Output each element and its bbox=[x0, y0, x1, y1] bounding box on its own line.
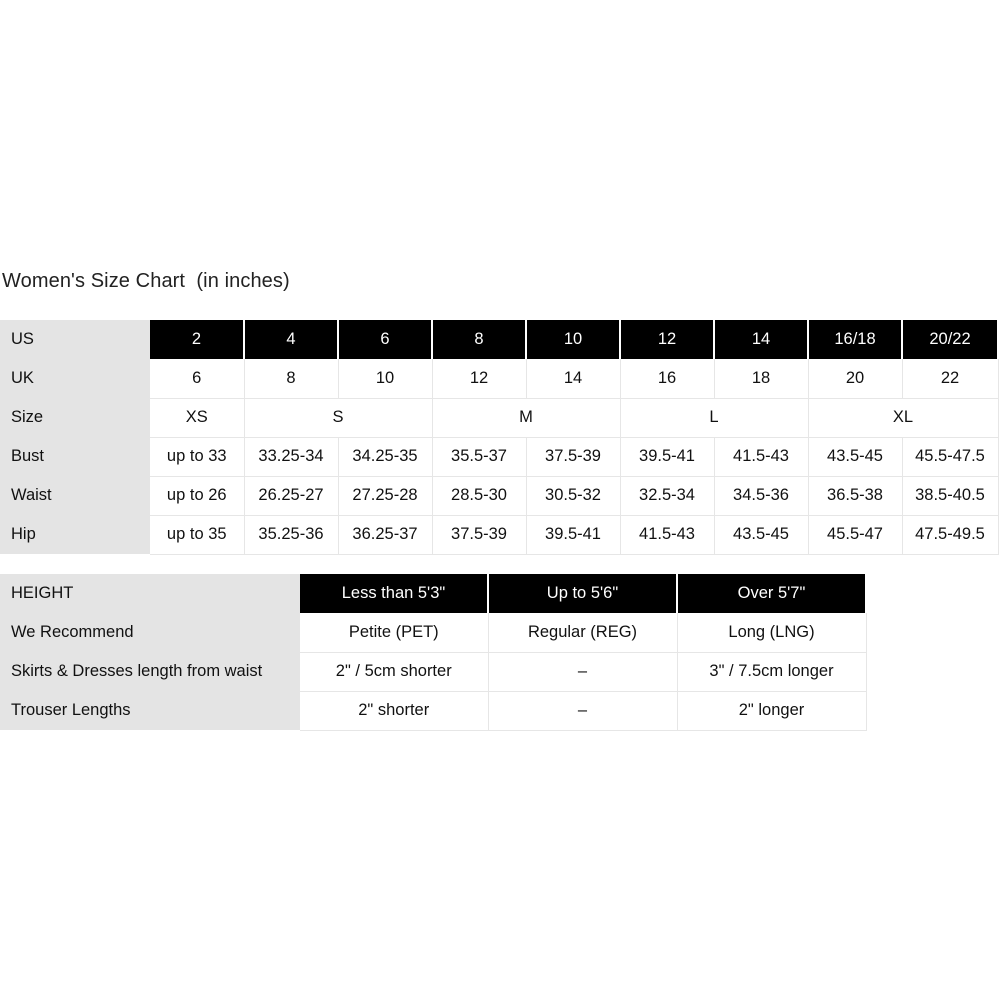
skirts-cell: 2" / 5cm shorter bbox=[300, 652, 488, 691]
hip-cell: 36.25-37 bbox=[338, 515, 432, 554]
row-label-skirts: Skirts & Dresses length from waist bbox=[0, 652, 300, 691]
bust-cell: 33.25-34 bbox=[244, 437, 338, 476]
row-label-size: Size bbox=[0, 398, 150, 437]
bust-cell: 35.5-37 bbox=[432, 437, 526, 476]
us-size-cell: 14 bbox=[714, 320, 808, 359]
chart-title: Women's Size Chart (in inches) bbox=[2, 270, 290, 292]
uk-size-cell: 20 bbox=[808, 359, 902, 398]
skirts-cell: 3" / 7.5cm longer bbox=[677, 652, 866, 691]
bust-row bbox=[0, 437, 998, 476]
hip-cell: 47.5-49.5 bbox=[902, 515, 998, 554]
recommend-row bbox=[0, 613, 866, 652]
waist-cell: 32.5-34 bbox=[620, 476, 714, 515]
trouser-cell: – bbox=[488, 691, 677, 730]
height-range-cell: Up to 5'6" bbox=[488, 574, 677, 613]
height-range-cell: Less than 5'3" bbox=[300, 574, 488, 613]
uk-size-cell: 6 bbox=[150, 359, 244, 398]
hip-cell: 39.5-41 bbox=[526, 515, 620, 554]
hip-cell: 43.5-45 bbox=[714, 515, 808, 554]
us-size-cell: 12 bbox=[620, 320, 714, 359]
row-label-bust: Bust bbox=[0, 437, 150, 476]
row-label-trouser: Trouser Lengths bbox=[0, 691, 300, 730]
trouser-row bbox=[0, 691, 866, 730]
uk-size-cell: 14 bbox=[526, 359, 620, 398]
size-table bbox=[0, 320, 999, 555]
size-letter-cell: L bbox=[620, 398, 808, 437]
us-size-cell: 6 bbox=[338, 320, 432, 359]
trouser-cell: 2" shorter bbox=[300, 691, 488, 730]
uk-size-cell: 16 bbox=[620, 359, 714, 398]
hip-cell: 37.5-39 bbox=[432, 515, 526, 554]
trouser-cell: 2" longer bbox=[677, 691, 866, 730]
uk-row bbox=[0, 359, 998, 398]
hip-cell: up to 35 bbox=[150, 515, 244, 554]
hip-row bbox=[0, 515, 998, 554]
height-header-row bbox=[0, 574, 866, 613]
recommend-cell: Regular (REG) bbox=[488, 613, 677, 652]
height-table bbox=[0, 574, 867, 731]
waist-cell: 38.5-40.5 bbox=[902, 476, 998, 515]
uk-size-cell: 12 bbox=[432, 359, 526, 398]
size-letter-cell: XL bbox=[808, 398, 998, 437]
hip-cell: 41.5-43 bbox=[620, 515, 714, 554]
row-label-uk: UK bbox=[0, 359, 150, 398]
uk-size-cell: 8 bbox=[244, 359, 338, 398]
size-letter-cell: M bbox=[432, 398, 620, 437]
waist-cell: up to 26 bbox=[150, 476, 244, 515]
height-range-cell: Over 5'7" bbox=[677, 574, 866, 613]
row-label-height: HEIGHT bbox=[0, 574, 300, 613]
waist-cell: 36.5-38 bbox=[808, 476, 902, 515]
recommend-cell: Petite (PET) bbox=[300, 613, 488, 652]
waist-cell: 28.5-30 bbox=[432, 476, 526, 515]
size-letter-cell: XS bbox=[150, 398, 244, 437]
waist-cell: 34.5-36 bbox=[714, 476, 808, 515]
uk-size-cell: 22 bbox=[902, 359, 998, 398]
skirts-cell: – bbox=[488, 652, 677, 691]
bust-cell: 41.5-43 bbox=[714, 437, 808, 476]
us-size-cell: 20/22 bbox=[902, 320, 998, 359]
waist-cell: 27.25-28 bbox=[338, 476, 432, 515]
bust-cell: up to 33 bbox=[150, 437, 244, 476]
size-letter-row bbox=[0, 398, 998, 437]
us-size-cell: 8 bbox=[432, 320, 526, 359]
row-label-recommend: We Recommend bbox=[0, 613, 300, 652]
waist-cell: 30.5-32 bbox=[526, 476, 620, 515]
hip-cell: 45.5-47 bbox=[808, 515, 902, 554]
bust-cell: 34.25-35 bbox=[338, 437, 432, 476]
uk-size-cell: 10 bbox=[338, 359, 432, 398]
bust-cell: 37.5-39 bbox=[526, 437, 620, 476]
row-label-hip: Hip bbox=[0, 515, 150, 554]
row-label-us: US bbox=[0, 320, 150, 359]
waist-row bbox=[0, 476, 998, 515]
bust-cell: 45.5-47.5 bbox=[902, 437, 998, 476]
us-size-cell: 4 bbox=[244, 320, 338, 359]
us-size-cell: 10 bbox=[526, 320, 620, 359]
bust-cell: 39.5-41 bbox=[620, 437, 714, 476]
skirts-row bbox=[0, 652, 866, 691]
us-row bbox=[0, 320, 998, 359]
waist-cell: 26.25-27 bbox=[244, 476, 338, 515]
us-size-cell: 16/18 bbox=[808, 320, 902, 359]
hip-cell: 35.25-36 bbox=[244, 515, 338, 554]
bust-cell: 43.5-45 bbox=[808, 437, 902, 476]
size-letter-cell: S bbox=[244, 398, 432, 437]
recommend-cell: Long (LNG) bbox=[677, 613, 866, 652]
uk-size-cell: 18 bbox=[714, 359, 808, 398]
row-label-waist: Waist bbox=[0, 476, 150, 515]
us-size-cell: 2 bbox=[150, 320, 244, 359]
